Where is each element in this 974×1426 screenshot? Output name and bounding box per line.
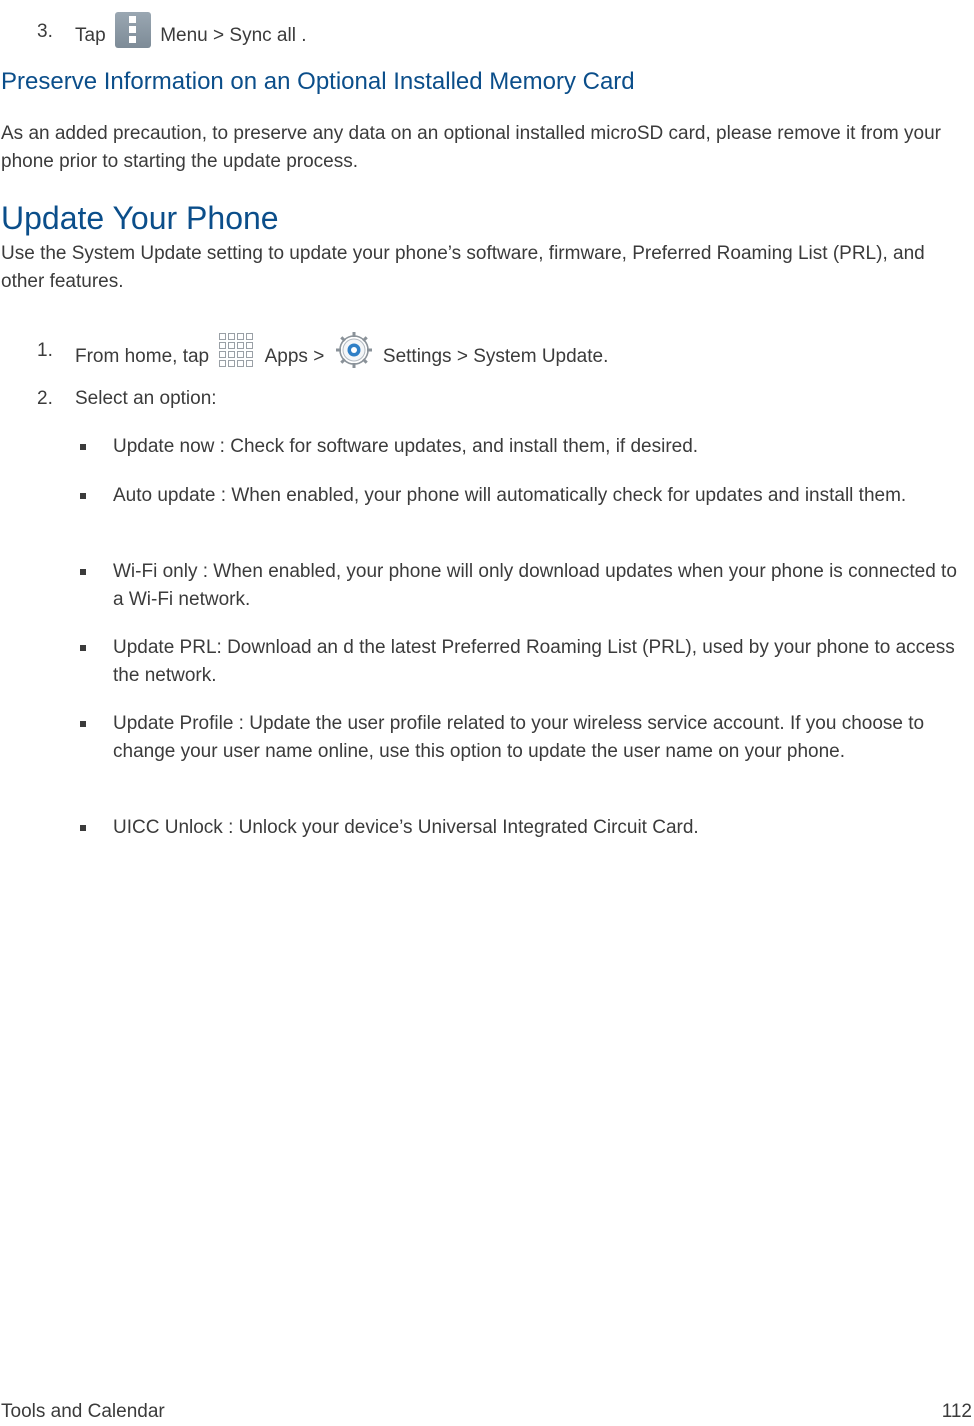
step-2: [0, 385, 974, 415]
separator: >: [313, 346, 325, 368]
step-3: [0, 18, 974, 48]
step-text: [75, 18, 307, 54]
settings-gear-icon: [334, 330, 374, 370]
sync-all-label: Sync all .: [229, 25, 307, 47]
update-intro: Use the System Update setting to update your phone’s software, firmware, Preferred Roaming List (PRL), and other features.: [1, 243, 925, 292]
step-suffix: > System Update.: [456, 346, 609, 368]
option-text: Update Profile : Update the user profile related to your wireless service account. If you choose to change your user name online, use this option to update the user name on your phone.: [113, 713, 925, 762]
preserve-heading: Preserve Information on an Optional Installed Memory Card: [1, 68, 635, 95]
bullet-square-icon: [80, 645, 86, 651]
step-number: 3.: [37, 21, 53, 42]
step-number: 1.: [37, 340, 53, 361]
option-text: Auto update : When enabled, your phone will automatically check for updates and install them.: [113, 485, 907, 506]
menu-label: Menu: [160, 25, 208, 47]
update-heading: Update Your Phone: [1, 200, 279, 236]
bullet-square-icon: [80, 569, 86, 575]
step-1: [0, 337, 974, 367]
apps-grid-icon: [218, 332, 256, 370]
apps-label: Apps: [264, 346, 308, 368]
menu-icon: [115, 12, 151, 48]
step-text: Select an option:: [75, 388, 217, 409]
separator: >: [213, 25, 225, 47]
footer-page-number: 112: [941, 1401, 972, 1422]
bullet-square-icon: [80, 825, 86, 831]
step-number: 2.: [37, 388, 53, 409]
settings-label: Settings: [382, 346, 452, 368]
option-text: Update now : Check for software updates, and install them, if desired.: [113, 436, 699, 457]
bullet-square-icon: [80, 444, 86, 450]
option-text: Update PRL: Download an d the latest Preferred Roaming List (PRL), used by your phone to access the network.: [113, 637, 955, 686]
step-prefix: From home, tap: [75, 346, 210, 368]
footer-section-name: Tools and Calendar: [1, 1401, 165, 1422]
preserve-paragraph: As an added precaution, to preserve any data on an optional installed microSD card, please remove it from your phone prior to starting the update process.: [1, 123, 941, 172]
option-text: UICC Unlock : Unlock your device’s Universal Integrated Circuit Card.: [113, 817, 699, 838]
bullet-square-icon: [80, 493, 86, 499]
bullet-square-icon: [80, 721, 86, 727]
step-tap-label: Tap: [75, 25, 106, 47]
option-text: Wi-Fi only : When enabled, your phone will only download updates when your phone is connected to a Wi-Fi network.: [113, 561, 957, 610]
step-text: [75, 337, 608, 377]
